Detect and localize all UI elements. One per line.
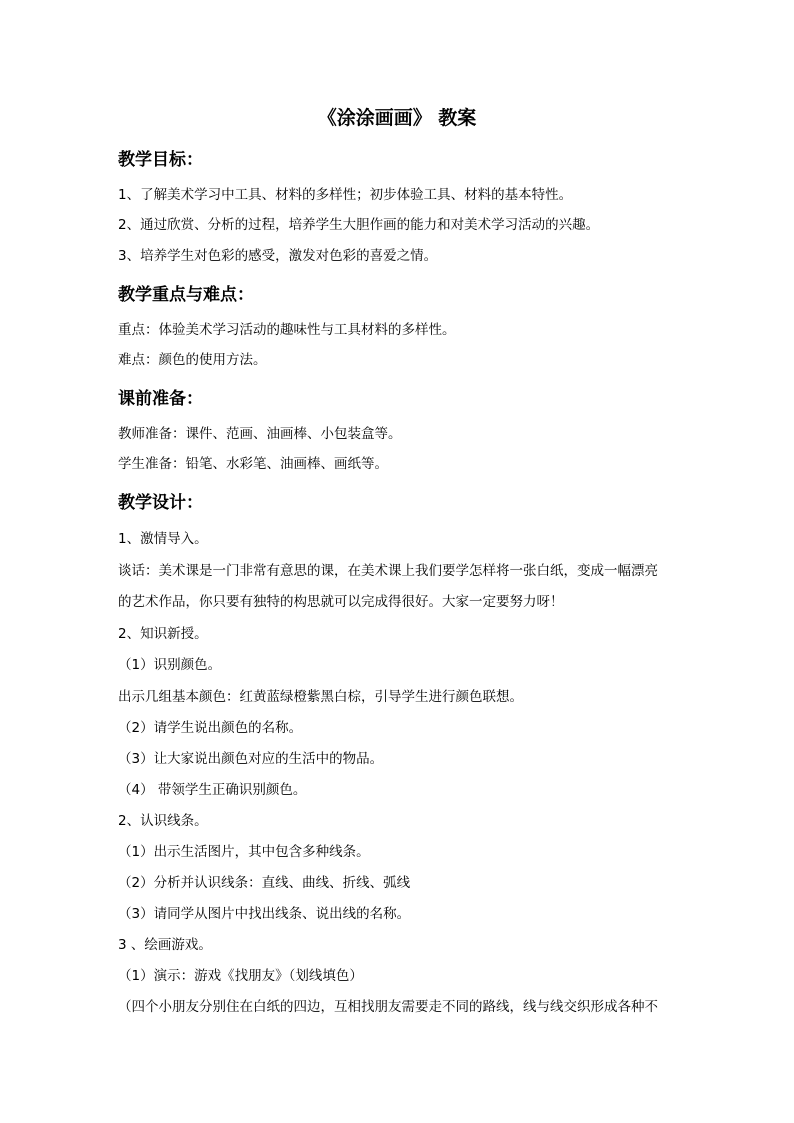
paragraph: 1、激情导入。: [118, 531, 208, 547]
paragraph: （1）识别颜色。: [118, 657, 222, 673]
section-heading-preparation: 课前准备：: [118, 389, 203, 409]
section-heading-objectives: 教学目标：: [118, 150, 203, 170]
paragraph: 2、知识新授。: [118, 626, 208, 642]
paragraph: 难点：颜色的使用方法。: [118, 352, 267, 368]
paragraph: 的艺术作品，你只要有独特的构思就可以完成得很好。大家一定要努力呀！: [118, 594, 564, 610]
paragraph: 出示几组基本颜色：红黄蓝绿橙紫黑白棕，引导学生进行颜色联想。: [118, 689, 523, 705]
paragraph: （2）请学生说出颜色的名称。: [118, 720, 303, 736]
paragraph: （2）分析并认识线条：直线、曲线、折线、弧线: [118, 875, 411, 891]
paragraph: 谈话：美术课是一门非常有意思的课，在美术课上我们要学怎样将一张白纸，变成一幅漂亮: [118, 563, 658, 579]
paragraph: 教师准备：课件、范画、油画棒、小包装盒等。: [118, 426, 402, 442]
paragraph: 2、通过欣赏、分析的过程，培养学生大胆作画的能力和对美术学习活动的兴趣。: [118, 217, 600, 233]
paragraph: 2、认识线条。: [118, 813, 208, 829]
paragraph: （四个小朋友分别住在白纸的四边，互相找朋友需要走不同的路线，线与线交织形成各种不: [118, 999, 658, 1015]
document-title: 《涂涂画画》 教案: [317, 107, 477, 129]
paragraph: （4） 带领学生正确识别颜色。: [118, 782, 307, 798]
paragraph: 1、了解美术学习中工具、材料的多样性；初步体验工具、材料的基本特性。: [118, 187, 573, 203]
paragraph: （1）出示生活图片，其中包含多种线条。: [118, 844, 370, 860]
paragraph: （1）演示：游戏《找朋友》（划线填色）: [118, 968, 363, 984]
paragraph: （3）请同学从图片中找出线条、说出线的名称。: [118, 906, 411, 922]
paragraph: （3）让大家说出颜色对应的生活中的物品。: [118, 751, 384, 767]
section-heading-design: 教学设计：: [118, 493, 203, 513]
paragraph: 3 、绘画游戏。: [118, 937, 212, 953]
paragraph: 学生准备：铅笔、水彩笔、油画棒、画纸等。: [118, 456, 388, 472]
section-heading-key-points: 教学重点与难点：: [118, 285, 254, 305]
paragraph: 3、培养学生对色彩的感受，激发对色彩的喜爱之情。: [118, 248, 438, 264]
paragraph: 重点：体验美术学习活动的趣味性与工具材料的多样性。: [118, 322, 456, 338]
